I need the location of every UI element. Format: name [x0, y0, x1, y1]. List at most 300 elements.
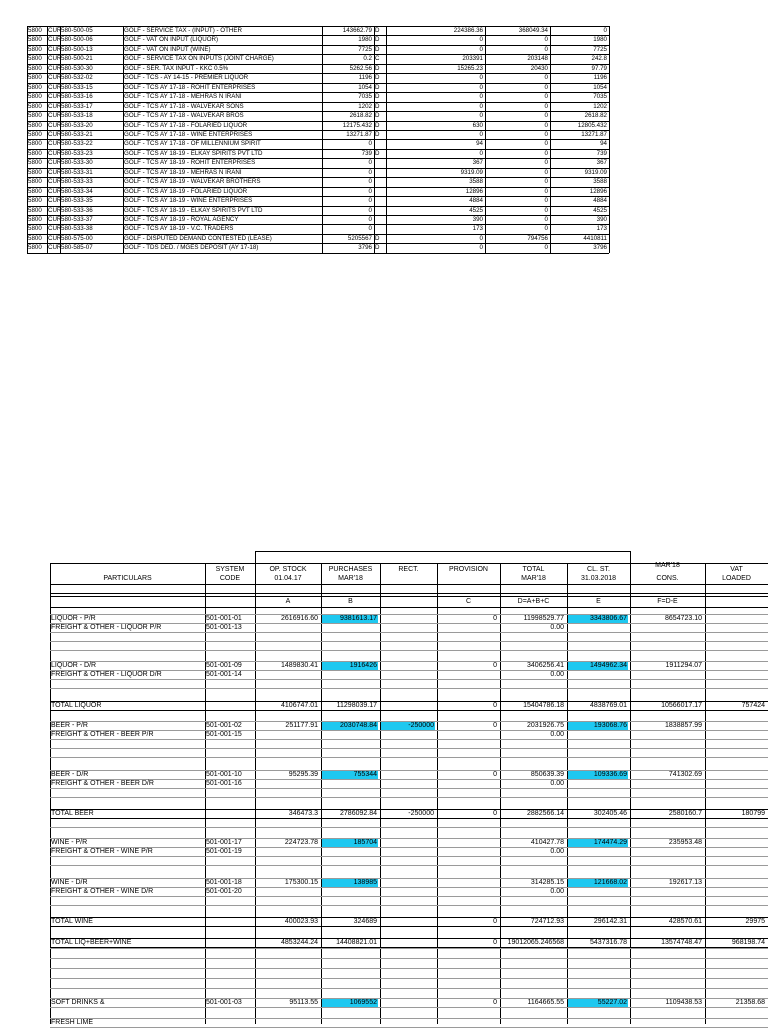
ledger-cell-flag: D: [375, 121, 380, 129]
stock-cell-cl: [568, 888, 628, 896]
stock-cell-vat: 21358.68: [735, 999, 765, 1006]
stock-cell-op: [256, 671, 319, 679]
ledger-cell-b: CUR: [48, 102, 62, 110]
ledger-cell-flag: D: [375, 102, 380, 110]
ledger-cell-code: 580-533-18: [61, 112, 93, 120]
ledger-cell-a: 5800: [28, 234, 42, 242]
ledger-cell-v1: 5262.56: [349, 64, 372, 72]
stock-cell-label: LIQUOR - D/R: [51, 662, 97, 669]
ledger-cell-code: 580-532-02: [61, 74, 93, 82]
stock-cell-op: 1489830.41: [281, 662, 318, 669]
ledger-cell-b: CUR: [48, 225, 62, 233]
stock-cell-pur: 9381613.17: [322, 615, 378, 623]
grid-hline: [50, 856, 768, 857]
ledger-cell-a: 5800: [28, 225, 42, 233]
ledger-cell-a: 5800: [28, 102, 42, 110]
stock-cell-cl: [568, 848, 628, 856]
grid-hline: [50, 641, 768, 642]
header-line: [50, 584, 768, 585]
column-letter-e: E: [596, 598, 601, 605]
ledger-cell-b: CUR: [48, 244, 62, 252]
stock-cell-rect: [381, 848, 435, 856]
stock-cell-total: 19012065.246568: [507, 939, 564, 946]
header-particulars: PARTICULARS: [103, 575, 152, 582]
stock-cell-total: 0.00: [550, 780, 564, 787]
stock-cell-op: 4853244.24: [281, 939, 318, 946]
stock-cell-code: 501-001-20: [206, 888, 242, 895]
stock-cell-rect: [381, 624, 435, 632]
stock-cell-op: 251177.91: [285, 722, 318, 729]
grid-hline: [50, 818, 768, 819]
ledger-cell-v1: 0: [368, 197, 372, 205]
header-clst-1: CL. ST.: [587, 566, 610, 573]
ledger-cell-v1: 1980: [358, 36, 372, 44]
ledger-cell-v3: 203148: [527, 55, 548, 63]
ledger-cell-v3: 0: [544, 112, 548, 120]
ledger-cell-b: CUR: [48, 178, 62, 186]
ledger-cell-v4: 9319.09: [584, 168, 607, 176]
stock-cell-cl: [568, 731, 628, 739]
ledger-cell-desc: GOLF - TCS AY 18-19 - ROHIT ENTERPRISES: [124, 159, 256, 167]
ledger-cell-desc: GOLF - TCS AY 18-19 - WINE ENTERPRISES: [124, 197, 253, 205]
ledger-cell-v1: 1202: [358, 102, 372, 110]
ledger-cell-a: 5800: [28, 140, 42, 148]
ledger-cell-code: 580-533-34: [61, 187, 93, 195]
stock-cell-rect: [381, 839, 435, 847]
ledger-cell-v2: 173: [472, 225, 483, 233]
ledger-cell-v4: 4410811: [583, 234, 607, 242]
stock-cell-cons: 8654723.10: [665, 615, 702, 622]
stock-cell-code: [206, 1019, 253, 1027]
grid-vline: [609, 26, 610, 253]
ledger-cell-b: CUR: [48, 112, 62, 120]
stock-cell-cl: [568, 624, 628, 632]
ledger-cell-v4: 7035: [593, 93, 607, 101]
ledger-cell-v2: 0: [479, 149, 483, 157]
ledger-cell-v4: 173: [596, 225, 607, 233]
stock-cell-code: 501-001-18: [206, 879, 242, 886]
stock-cell-cl: 109336.69: [568, 771, 628, 779]
stock-cell-cl: 302405.46: [593, 810, 627, 817]
grid-hline: [50, 757, 768, 758]
ledger-cell-flag: D: [375, 149, 380, 157]
stock-cell-cl: 3343806.67: [568, 615, 628, 623]
stock-cell-cons: 2580160.7: [668, 810, 702, 817]
stock-cell-label: LIQUOR - P/R: [51, 615, 96, 622]
ledger-cell-code: 580-585-07: [61, 244, 93, 252]
ledger-cell-b: CUR: [48, 83, 62, 91]
header-clst-2: 31.03.2018: [580, 575, 617, 582]
grid-hline: [50, 788, 768, 789]
ledger-cell-flag: D: [375, 244, 380, 252]
stock-cell-cons: 10566017.17: [661, 702, 702, 709]
column-letter-a: A: [285, 598, 291, 605]
ledger-cell-desc: GOLF - TCS AY 18-19 - FOLARIED LIQUOR: [124, 187, 248, 195]
ledger-cell-v1: 0: [368, 140, 372, 148]
ledger-cell-a: 5800: [28, 216, 42, 223]
stock-cell-cl: 5437316.78: [590, 939, 627, 946]
stock-cell-pur: [322, 888, 378, 896]
ledger-cell-code: 580-533-22: [61, 140, 93, 148]
ledger-cell-v2: 367: [472, 159, 483, 167]
stock-cell-code: 501-001-17: [206, 839, 242, 846]
ledger-cell-v3: 0: [544, 130, 548, 138]
header-opstock-1: OP. STOCK: [269, 566, 307, 573]
ledger-cell-a: 5800: [28, 159, 42, 167]
ledger-cell-desc: GOLF - TCS AY 17-18 - WINE ENTERPRISES: [124, 130, 253, 138]
ledger-cell-b: CUR: [48, 93, 62, 101]
ledger-cell-v1: 3796: [358, 244, 372, 252]
stock-cell-label: BEER - D/R: [51, 771, 89, 778]
header-line: [50, 593, 768, 594]
grid-hline: [50, 896, 768, 897]
header-mar-1: MAR'18: [655, 562, 680, 569]
ledger-cell-v1: 0: [368, 216, 372, 223]
stock-cell-prov: [438, 1019, 498, 1027]
ledger-cell-code: 580-533-23: [61, 149, 93, 157]
stock-cell-total: 314285.15: [530, 879, 564, 886]
stock-cell-rect: [381, 780, 435, 788]
stock-cell-op: [256, 1019, 319, 1027]
ledger-cell-b: CUR: [48, 130, 62, 138]
ledger-cell-v4: 7725: [593, 45, 607, 53]
ledger-cell-v3: 0: [544, 197, 548, 205]
ledger-cell-b: CUR: [48, 74, 62, 82]
grid-hline: [50, 926, 768, 927]
column-letter-b: B: [348, 598, 353, 605]
ledger-cell-a: 5800: [28, 168, 42, 176]
grid-hline: [27, 253, 609, 254]
stock-cell-label: FREIGHT & OTHER - BEER P/R: [51, 731, 154, 738]
stock-cell-vat: 180799: [741, 810, 765, 817]
stock-cell-rect: [381, 1019, 435, 1027]
stock-cell-label: FREIGHT & OTHER - WINE P/R: [51, 848, 153, 855]
ledger-cell-code: 580-533-17: [61, 102, 93, 110]
stock-cell-code: [206, 702, 253, 710]
ledger-cell-v3: 0: [544, 45, 548, 53]
ledger-cell-b: CUR: [48, 121, 62, 129]
stock-cell-pur: [322, 848, 378, 856]
ledger-cell-a: 5800: [28, 55, 42, 63]
ledger-cell-desc: GOLF - SERVICE TAX - (INPUT) - OTHER: [124, 27, 242, 34]
ledger-cell-v3: 0: [544, 102, 548, 110]
stock-cell-pur: [322, 780, 378, 788]
ledger-cell-code: 580-533-31: [61, 168, 93, 176]
header-vat-1: VAT: [730, 566, 743, 573]
ledger-cell-v3: 0: [544, 168, 548, 176]
grid-hline: [50, 710, 768, 711]
stock-cell-cl: 55227.02: [568, 999, 628, 1007]
ledger-cell-desc: GOLF - DISPUTED DEMAND CONTESTED (LEASE): [124, 234, 272, 242]
stock-cell-label: SOFT DRINKS &: [51, 999, 105, 1006]
stock-cell-label: TOTAL LIQ+BEER+WINE: [51, 939, 132, 946]
stock-cell-total: 15404786.18: [523, 702, 564, 709]
stock-cell-vat: [706, 722, 766, 730]
ledger-cell-b: CUR: [48, 140, 62, 148]
ledger-cell-a: 5800: [28, 197, 42, 205]
ledger-cell-v3: 0: [544, 149, 548, 157]
ledger-cell-desc: GOLF - TDS DED. / MGES DEPOSIT (AY 17-18): [124, 244, 259, 252]
ledger-cell-v4: 3588: [593, 178, 607, 186]
ledger-cell-v1: 739: [361, 149, 372, 157]
stock-cell-vat: 968198.74: [731, 939, 765, 946]
ledger-cell-desc: GOLF - TCS AY 18-19 - V.C. TRADERS: [124, 225, 234, 233]
stock-cell-total: 2882566.14: [527, 810, 564, 817]
ledger-cell-v2: 4525: [469, 206, 483, 214]
grid-hline: [50, 988, 768, 989]
ledger-cell-v1: 7035: [358, 93, 372, 101]
ledger-cell-desc: GOLF - TCS AY 17-18 - OF MILLENNIUM SPIRIT: [124, 140, 261, 148]
ledger-cell-v3: 0: [544, 225, 548, 233]
stock-cell-cl: 296142.31: [593, 918, 627, 925]
column-letter-d: D=A+B+C: [517, 598, 550, 605]
stock-cell-cl: 4838769.01: [590, 702, 627, 709]
ledger-cell-desc: GOLF - VAT ON INPUT (LIQUOR): [124, 36, 219, 44]
ledger-cell-a: 5800: [28, 112, 42, 120]
stock-cell-prov: 0: [493, 939, 497, 946]
stock-cell-rect: [381, 615, 435, 623]
ledger-cell-flag: [375, 168, 384, 177]
ledger-cell-v1: 0.2: [363, 55, 372, 63]
stock-cell-code: 501-001-03: [206, 999, 242, 1006]
grid-hline: [50, 679, 768, 680]
ledger-cell-a: 5800: [28, 83, 42, 91]
stock-cell-prov: [438, 848, 498, 856]
stock-cell-op: [256, 848, 319, 856]
stock-cell-code: [206, 810, 253, 818]
ledger-cell-v4: 2618.82: [584, 112, 607, 120]
ledger-cell-b: CUR: [48, 159, 62, 167]
ledger-cell-flag: [375, 187, 384, 196]
ledger-cell-v2: 0: [479, 74, 483, 82]
ledger-cell-code: 580-533-33: [61, 178, 93, 186]
ledger-cell-desc: GOLF - TCS AY 17-18 - MEHRAS N IRANI: [124, 93, 242, 101]
stock-cell-rect: -250000: [408, 810, 434, 817]
ledger-table: [0, 0, 768, 290]
stock-cell-total: 0.00: [550, 671, 564, 678]
stock-cell-prov: 0: [493, 810, 497, 817]
stock-cell-pur: 2786092.84: [340, 810, 377, 817]
stock-cell-prov: 0: [493, 771, 497, 778]
stock-cell-pur: 755344: [322, 771, 378, 779]
stock-cell-vat: 757424: [741, 702, 765, 709]
stock-cell-vat: 29975: [745, 918, 765, 925]
grid-hline: [50, 905, 768, 906]
ledger-cell-b: CUR: [48, 206, 62, 214]
stock-cell-prov: [438, 879, 498, 887]
ledger-cell-code: 580-533-37: [61, 216, 93, 223]
ledger-cell-a: 5800: [28, 149, 42, 157]
stock-cell-code: 501-001-14: [206, 671, 242, 678]
header-purchases-1: PURCHASES: [328, 566, 373, 573]
stock-cell-code: [206, 918, 253, 926]
ledger-cell-v4: 94: [600, 140, 607, 148]
ledger-cell-flag: [375, 158, 384, 167]
ledger-cell-v2: 0: [479, 130, 483, 138]
grid-hline: [50, 748, 768, 749]
ledger-cell-v4: 12896: [589, 187, 607, 195]
grid-hline: [50, 827, 768, 828]
stock-cell-code: [206, 939, 253, 947]
stock-cell-label: FREIGHT & OTHER - WINE D/R: [51, 888, 154, 895]
stock-cell-vat: [706, 839, 766, 847]
ledger-cell-v3: 0: [544, 216, 548, 223]
header-total-1: TOTAL: [522, 566, 545, 573]
stock-cell-pur: 1916426: [322, 662, 378, 670]
ledger-cell-code: 580-533-16: [61, 93, 93, 101]
ledger-cell-flag: C: [375, 55, 380, 63]
ledger-cell-v1: 13271.87: [346, 130, 372, 138]
header-purchases-2: MAR'18: [338, 575, 363, 582]
ledger-cell-a: 5800: [28, 74, 42, 82]
stock-cell-pur: 185704: [322, 839, 378, 847]
stock-cell-op: 224723.78: [284, 839, 318, 846]
ledger-cell-v4: 1054: [593, 83, 607, 91]
stock-consumption-table: [0, 548, 768, 1024]
grid-hline: [50, 978, 768, 979]
stock-cell-op: [256, 888, 319, 896]
ledger-cell-flag: D: [375, 93, 380, 101]
stock-cell-label: FRESH LIME: [51, 1019, 94, 1026]
stock-cell-pur: [322, 731, 378, 739]
ledger-cell-v3: 0: [544, 140, 548, 148]
stock-cell-cl: [568, 780, 628, 788]
ledger-cell-flag: [375, 139, 384, 148]
stock-cell-cons: 741302.69: [668, 771, 702, 778]
stock-cell-pur: 1069552: [322, 999, 378, 1007]
ledger-cell-v2: 224386.36: [453, 27, 483, 34]
stock-cell-vat: [706, 848, 766, 856]
stock-cell-cl: 121668.02: [568, 879, 628, 887]
ledger-cell-flag: D: [375, 83, 380, 91]
ledger-cell-desc: GOLF - TCS AY 17-18 - WALVEKAR SONS: [124, 102, 244, 110]
ledger-cell-v4: 12805.432: [577, 121, 607, 129]
stock-cell-code: 501-001-10: [206, 771, 242, 778]
ledger-cell-flag: D: [375, 234, 380, 242]
stock-cell-label: TOTAL BEER: [51, 810, 94, 817]
ledger-cell-v1: 0: [368, 187, 372, 195]
stock-cell-code: 501-001-16: [206, 780, 242, 787]
stock-cell-rect: [381, 918, 435, 926]
stock-cell-pur: 2030748.84: [322, 722, 378, 730]
stock-cell-prov: 0: [493, 999, 497, 1006]
stock-cell-cons: [631, 888, 703, 896]
ledger-cell-v2: 9319.09: [460, 168, 483, 176]
stock-cell-rect: [381, 888, 435, 896]
stock-cell-prov: 0: [493, 702, 497, 709]
stock-cell-cl: 1494962.34: [568, 662, 628, 670]
ledger-cell-v1: 12175.432: [342, 121, 372, 129]
ledger-cell-v4: 1196: [593, 74, 607, 82]
ledger-cell-v1: 0: [368, 159, 372, 167]
ledger-cell-desc: GOLF - TCS AY 17-18 - FOLARIED LIQUOR: [124, 121, 248, 129]
ledger-cell-code: 580-533-35: [61, 197, 93, 205]
grid-hline: [50, 650, 768, 651]
ledger-cell-v2: 0: [479, 112, 483, 120]
ledger-cell-v4: 1980: [593, 36, 607, 44]
ledger-cell-v1: 0: [368, 206, 372, 214]
ledger-cell-b: CUR: [48, 149, 62, 157]
ledger-cell-a: 5800: [28, 93, 42, 101]
ledger-cell-v1: 0: [368, 178, 372, 186]
stock-cell-vat: [706, 624, 766, 632]
ledger-cell-code: 580-533-15: [61, 83, 93, 91]
stock-cell-op: 4106747.01: [281, 702, 318, 709]
ledger-cell-a: 5800: [28, 178, 42, 186]
column-letter-c: C: [465, 598, 472, 605]
stock-cell-code: 501-001-02: [206, 722, 242, 729]
ledger-cell-v4: 97.79: [591, 64, 607, 72]
ledger-cell-desc: GOLF - SER. TAX INPUT - KKC 0.5%: [124, 64, 229, 72]
ledger-cell-b: CUR: [48, 64, 62, 72]
stock-cell-total: 724712.93: [530, 918, 564, 925]
ledger-cell-b: CUR: [48, 187, 62, 195]
ledger-cell-v3: 0: [544, 93, 548, 101]
ledger-cell-v3: 0: [544, 36, 548, 44]
ledger-cell-v2: 0: [479, 45, 483, 53]
ledger-cell-v2: 0: [479, 244, 483, 252]
grid-hline: [50, 632, 768, 633]
ledger-cell-a: 5800: [28, 27, 42, 34]
stock-cell-vat: [706, 662, 766, 670]
stock-cell-cons: 1838857.99: [665, 722, 702, 729]
stock-cell-code: 501-001-01: [206, 615, 242, 622]
ledger-cell-v3: 0: [544, 83, 548, 91]
ledger-cell-flag: D: [375, 36, 380, 44]
stock-cell-prov: 0: [493, 662, 497, 669]
ledger-cell-v3: 0: [544, 206, 548, 214]
ledger-cell-v4: 4884: [593, 197, 607, 205]
ledger-cell-a: 5800: [28, 206, 42, 214]
ledger-cell-desc: GOLF - TCS AY 18-19 - ROYAL AGENCY: [124, 216, 239, 223]
stock-cell-cons: [631, 671, 703, 679]
stock-cell-vat: [706, 879, 766, 887]
ledger-cell-v2: 3588: [469, 178, 483, 186]
grid-hline: [50, 958, 768, 959]
ledger-cell-code: 580-530-30: [61, 64, 93, 72]
stock-cell-rect: [381, 879, 435, 887]
ledger-cell-v2: 94: [476, 140, 483, 148]
ledger-cell-b: CUR: [48, 197, 62, 205]
stock-cell-op: [256, 624, 319, 632]
ledger-cell-desc: GOLF - TCS AY 18-19 - ELKAY SPIRITS PVT LTD: [124, 206, 263, 214]
header-vat-2: LOADED: [722, 575, 751, 582]
stock-cell-op: 400023.93: [284, 918, 318, 925]
stock-cell-vat: [706, 888, 766, 896]
ledger-cell-v4: 739: [596, 149, 607, 157]
ledger-cell-code: 580-575-00: [61, 234, 93, 242]
ledger-cell-b: CUR: [48, 55, 62, 63]
stock-cell-prov: [438, 624, 498, 632]
stock-cell-cons: [631, 780, 703, 788]
ledger-cell-a: 5800: [28, 244, 42, 252]
header-line: [50, 607, 768, 608]
ledger-cell-v2: 0: [479, 83, 483, 91]
ledger-cell-flag: D: [375, 112, 380, 120]
ledger-cell-desc: GOLF - VAT ON INPUT (WINE): [124, 45, 211, 53]
ledger-cell-code: 580-533-30: [61, 159, 93, 167]
stock-cell-total: 410427.78: [530, 839, 564, 846]
ledger-cell-v4: 0: [603, 27, 607, 34]
stock-cell-total: 0.00: [550, 848, 564, 855]
stock-cell-op: 175300.15: [284, 879, 318, 886]
ledger-cell-desc: GOLF - TCS AY 17-18 - WALVEKAR BROS: [124, 112, 244, 120]
ledger-cell-v1: 0: [368, 225, 372, 233]
ledger-cell-v4: 390: [596, 216, 607, 223]
stock-cell-pur: 138985: [322, 879, 378, 887]
ledger-cell-code: 580-500-06: [61, 36, 93, 44]
ledger-cell-desc: GOLF - TCS AY 18-19 - MEHRAS N IRANI: [124, 168, 242, 176]
